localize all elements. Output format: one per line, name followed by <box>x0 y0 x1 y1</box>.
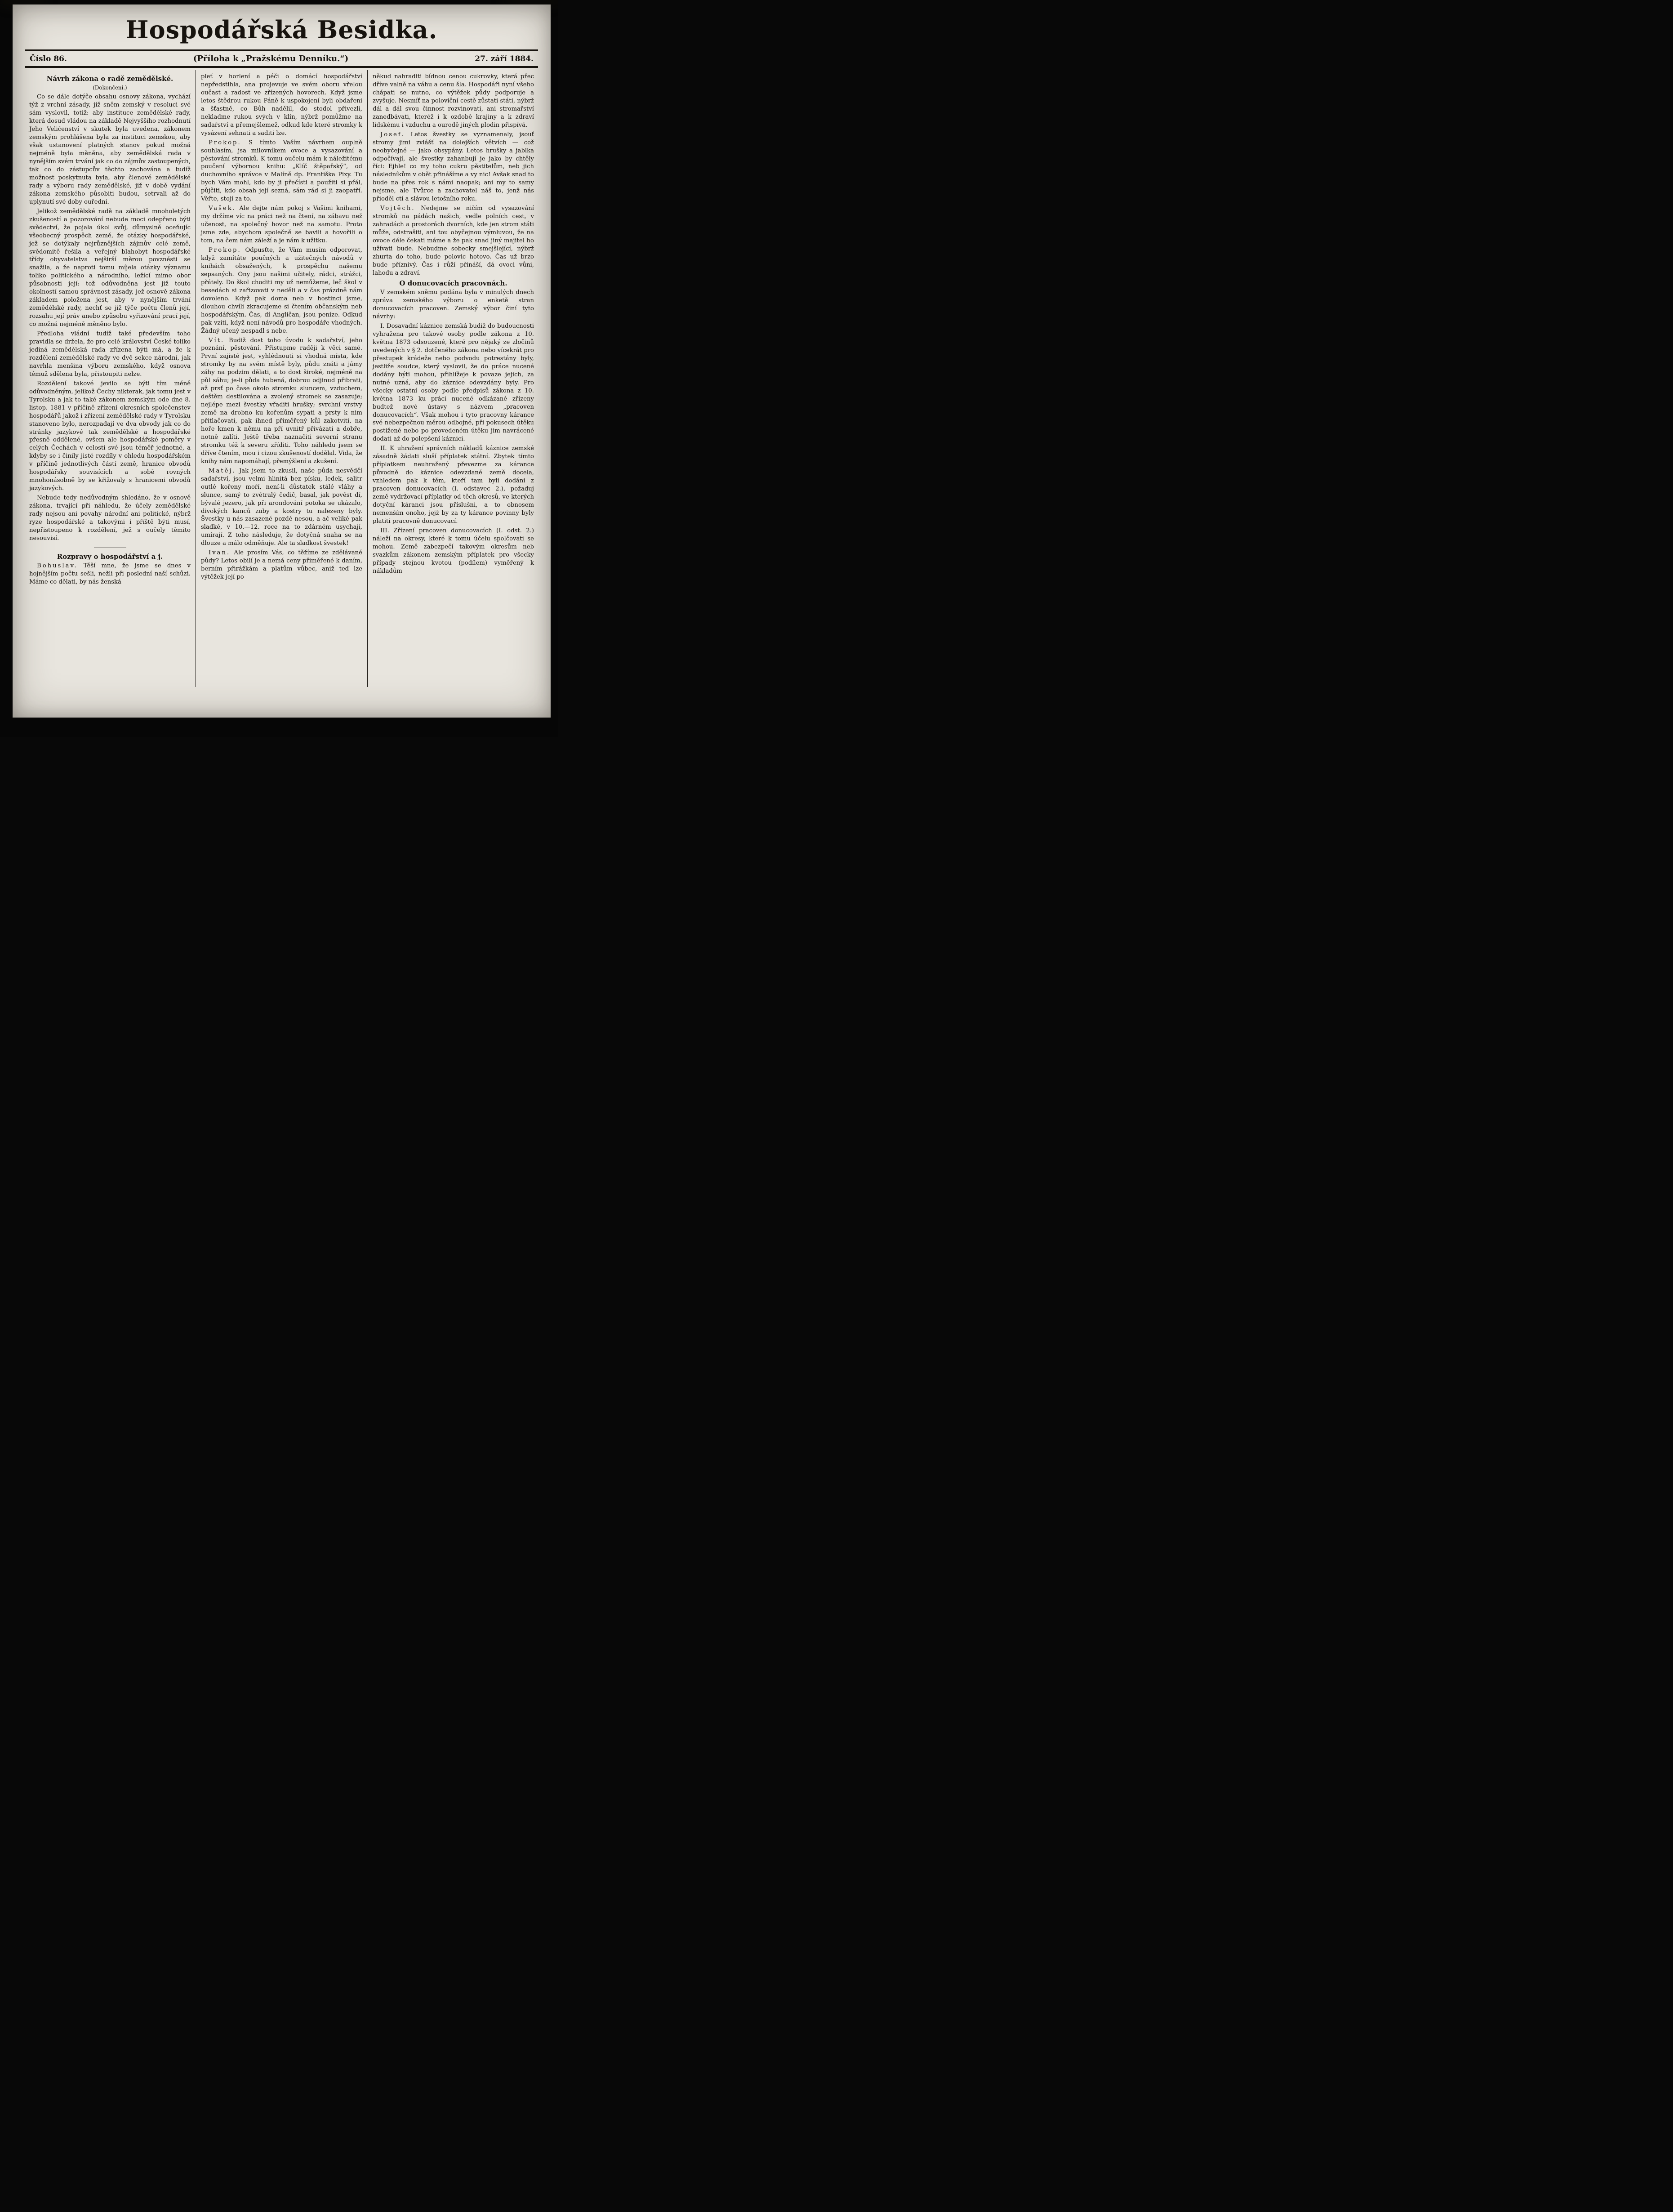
header-rule <box>25 66 538 69</box>
article-heading: O donucovacích pracovnách. <box>399 279 507 287</box>
article-heading: Rozpravy o hospodářství a j. <box>57 552 163 561</box>
paragraph: II. K uhražení správních nákladů káznice zemské zásadně žádati sluší příplatek státní. Zbytek tímto příplatkem neuhražený převezme za kárance původně do káznice odevzdané země docela, vzhledem pak k těm, kteří tam byli dodáni z pracoven donucovacích (I. odstavec 2.), požaduj země vydržovací příplatky od těch okresů, ve kterých dotyční káranci jsou příslušni, a to obnosem nemenším onoho, jejž by za ty kárance povinny byly platiti pracovně donucovací. <box>373 445 534 525</box>
speaker-name: Bohuslav. <box>37 562 78 570</box>
paragraph: pleť v horlení a péči o domácí hospodářství nepředstihla, ana projevuje ve svém oboru vřelou oučast a radost ve zřízených hovorech. Když jsme letos štědrou rukou Páně k uspokojení byli obdařeni a šťastně, co Bůh nadělil, do stodol přivezli, nekladme rukou svých v klín, nýbrž pomůžme na sadařství a přemejšlemež, odkud kde které stromky k vysázení sehnati a saditi lze. <box>201 73 362 137</box>
paragraph: Co se dále dotýče obsahu osnovy zákona, vychází týž z vrchní zásady, jíž sněm zemský v resoluci své sám vyslovil, totiž: aby instituce zemědělské rady, která dosud vládou na základě Nejvyššího rozhodnutí Jeho Veličenství v skutek byla uvedena, zákonem zemským prohlášena byla za instituci zemskou, aby však ustanovení platných stanov pokud možná nejméně byla měněna, aby zemědělská rada v nynějším svém trvání jak co do zájmův zastoupených, tak co do zástupcův těchto zachována a tudíž možnost poskytnuta byla, aby členové zemědělské rady a výboru rady zemědělské, již v době vydání zákona zemského působiti budou, setrvali až do uplynutí své doby ouřední. <box>29 94 191 205</box>
edition-subtitle: (Příloha k „Pražskému Denníku.“) <box>193 54 349 63</box>
dialog-paragraph: Bohuslav. Těší mne, že jsme se dnes v hojnějším počtu sešli, nežli při poslední naší schůzi. Máme co dělati, by nás ženská <box>29 562 191 586</box>
paragraph: III. Zřízení pracoven donucovacích (I. odst. 2.) náleží na okresy, které k tomu účelu spolčovati se mohou. Země zabezpečí takovým okresům neb svazkům zákonem zemským příplatek pro všecky případy stejnou kvotou (podílem) vyměřený k nákladům <box>373 527 534 575</box>
dialog-paragraph: Matěj. Jak jsem to zkusil, naše půda nesvědčí sadařství, jsou velmi hlinitá bez písku, ledek, salitr outlé kořeny moří, není-li důstatek stálé vláhy a slunce, samý to zvětralý čedič, basal, jak pověst dí, bývalé jezero, jak při arondování potoka se ukázalo, divokých kanců zuby a kostry tu nalezeny byly. Švestky u nás zasazené pozdě nesou, a ač veliké pak sladké, v 10.—12. roce na to zdárném usychají, umírají. Z toho následuje, že dotyčná snaha se na dlouze a málo odměňuje. Ale ta sladkost švestek! <box>201 467 362 547</box>
dialog-paragraph: Prokop. S tímto Vaším návrhem ouplně souhlasím, jsa milovníkem ovoce a vysazování a pěstování stromků. K tomu oučelu mám k náležitému poučení výbornou knihu: „Klíč štěpařský“, od duchovního správce v Malíně dp. Františka Pixy. Tu bych Vám mohl, kdo by ji přečísti a použiti si přál, půjčiti, kdo obsah její sezná, sám rád si ji zaopatří. Věřte, stojí za to. <box>201 139 362 203</box>
speaker-name: Vojtěch. <box>380 205 415 212</box>
speaker-name: Matěj. <box>209 467 236 474</box>
column-3 <box>367 70 539 687</box>
article-subheading: (Dokončení.) <box>93 85 127 91</box>
speaker-name: Vašek. <box>209 205 236 212</box>
dialog-paragraph: Vašek. Ale dejte nám pokoj s Vašimi knihami, my držíme víc na práci než na čtení, na zábavu než učenost, na společný hovor než na samotu. Proto jsme zde, abychom společně se bavili a hovořili o tom, na čem nám záleží a je nám k užitku. <box>201 205 362 245</box>
newspaper-scan <box>0 0 558 737</box>
speaker-name: Vít. <box>209 337 225 344</box>
dialog-paragraph: Josef. Letos švestky se vyznamenaly, jsouť stromy jimi zvlášť na dolejších větvích — což neobyčejné — jako obsypány. Letos hrušky a jablka odpočívají, ale švestky zahanbují je jako by chtěly říci: Ejhle! co my toho cukru pěstitelům, neb jich následníkům v obět přinášíme a vy nic! Avšak snad to bude na přes rok s námi naopak; ani my to samy nejsme, ale Tvůrce a zachovatel náš to, jenž nás přioděl ctí a slávou letošního roku. <box>373 131 534 203</box>
speaker-name: Ivan. <box>209 549 231 557</box>
newspaper-page <box>13 4 551 718</box>
paragraph: Předloha vládní tudíž také především toho pravidla se držela, že pro celé království České toliko jediná zemědělská rada zřízena býti má, a že k rozdělení zemědělské rady ve dvě sekce národní, jak navrhla menšina výboru zemského, když osnova témuž sdělena byla, přistoupiti nelze. <box>29 330 191 378</box>
masthead-title: Hospodářská Besidka. <box>125 15 438 44</box>
dialog-paragraph: Ivan. Ale prosím Vás, co těžíme ze zdělávané půdy? Letos obilí je a nemá ceny přiměřené k daním, berním přirážkám a platům vůbec, aniž teď lze výtěžek její po- <box>201 549 362 581</box>
paragraph: Nebude tedy nedůvodným shledáno, že v osnově zákona, trvající při náhledu, že účely zemědělské rady nejsou ani povahy národní ani politické, nýbrž ryze hospodářské a takovými i příště býti musí, nepřistoupeno k rozdělení, jež s oučely těmito nesouvisí. <box>29 495 191 542</box>
paragraph: V zemském sněmu podána byla v minulých dnech zpráva zemského výboru o enketě stran donucovacích pracoven. Zemský výbor činí tyto návrhy: <box>373 289 534 321</box>
column-1 <box>24 70 196 687</box>
paragraph: Jelikož zemědělské radě na základě mnoholetých zkušeností a pozorování nebude moci odepřeno býti svědectví, že pojala úkol svůj, důmyslně oceňujíc všeobecný prospěch země, že otázky hospodářské, jež se dotýkaly nejrůznějších zájmův celé země, svědomitě řešila a veřejný blahobyt hospodářské třídy obyvatelstva nejširší měrou povznésti se snažila, a že naproti tomu míjela otázky významu toliko politického a národního, ležící mimo obor působnosti její: tož odůvodněna jest již touto okolností samou správnost zásady, jež osnově zákona základem položena jest, aby v nynějším trvání zemědělské rady, nechť se již týče počtu členů její, rozsahu její práv anebo způsobu vyřizování prací její, co možná nejméně měněno bylo. <box>29 208 191 328</box>
speaker-name: Prokop. <box>209 247 241 254</box>
issue-number: Číslo 86. <box>30 54 67 63</box>
column-2 <box>196 70 367 687</box>
speaker-name: Josef. <box>380 131 405 138</box>
speaker-name: Prokop. <box>209 139 241 146</box>
paragraph: Rozdělení takové jevilo se býti tím méně odůvodněným, jelikož Čechy nikterak, jak tomu jest v Tyrolsku a jak to také zákonem zemským ode dne 8. listop. 1881 v příčině zřízení okresních společenstev hospodářů jakož i zřízení zemědělské rady v Tyrolsku stanoveno bylo, nerozpadají ve dva obvody jak co do stránky jazykové tak zemědělské a hospodářské přesně oddělené, ovšem ale hospodářské poměry v celých Čechách v celosti své jsou téměř jednotné, a kdyby se i činily jisté rozdíly v ohledu hospodářském v příčině jednotlivých částí země, hranice obvodů hospodářsky souvisících a sobě rovných mnohonásobně by se křižovaly s hranicemi obvodů jazykových. <box>29 380 191 492</box>
dialog-paragraph: Prokop. Odpusťte, že Vám musím odporovat, když zamítáte poučných a užitečných návodů v knihách obsažených, k prospěchu našemu sepsaných. Ony jsou našimi učitely, rádci, strážci, přátely. Do škol choditi my už nemůžeme, leč škol v besedách si zařizovati v neděli a v čas prázdně nám dovoleno. Když pak doma neb v hostinci jsme, dlouhou chvíli zkracujeme si čtením občanským neb hospodářským. Čas, dí Angličan, jsou peníze. Odkud pak vzíti, když není návodů pro hospodáře vhodných. Žádný učený nespadl s nebe. <box>201 247 362 334</box>
issue-date: 27. září 1884. <box>475 54 534 63</box>
article-heading: Návrh zákona o radě zemědělské. <box>46 75 174 83</box>
dialog-paragraph: Vojtěch. Nedejme se ničím od vysazování stromků na pádách našich, vedle polních cest, v zahradách a prostorách dvorních, kde jen strom státi může, odstrašiti, ani tou obyčejnou výmluvou, že na ovoce déle čekati máme a že pak snad jiný majitel ho užívati bude. Nebuďme sobecky smejšlející, nýbrž zhurta do toho, bude polovic hotovo. Čas už brzo bude příznivý. Čas i růží přináší, dá ovoci vůni, lahodu a zdraví. <box>373 205 534 276</box>
issue-header <box>24 51 539 66</box>
paragraph: někud nahraditi bídnou cenou cukrovky, která přec dříve valně na váhu a cenu šla. Hospodáři nyní všeho chápati se nutno, co výtěžek půdy podporuje a zvyšuje. Nesmíť na poloviční cestě zůstati státi, nýbrž dál a dál svou činnost rozvinovati, ani stromařství zanedbávati, kteréž i k ozdobě krajiny a k zdraví lidskému i vzduchu a ourodě jiných plodin přispívá. <box>373 73 534 129</box>
dialog-paragraph: Vít. Budiž dost toho úvodu k sadařství, jeho poznání, pěstování. Přistupme raději k věci samé. První zajisté jest, vyhlédnouti si vhodná místa, kde stromky by na svém místě byly, půdu znáti a jámy záhy na podzim dělati, a to dost široké, nejméně na půl sáhu; je-li půda hubená, dobrou odjinud přibrati, až prsť po čase okolo stromku sluncem, vzduchem, deštěm destilována a zvolený stromek se zasazuje; nejlépe mezi švestky vřaditi hrušky; svrchní vrstvy země na drobno ku kořenům sypati a prsty k nim přitlačovati, pak ihned přiměřený kůl zakotviti, na hoře kmen k němu na pří uvnitř přivázati a dobře, notně zalíti. Ještě třeba naznačiti severní stranu stromku též k severu zříditi. Toho náhledu jsem se dříve čtením, mou i cizou zkušeností dodělal. Vida, že knihy nám napomáhají, přemýšlení a zkušení. <box>201 337 362 465</box>
columns-container <box>24 70 539 687</box>
paragraph: I. Dosavadní káznice zemská budiž do budoucnosti vyhražena pro takové osoby podle zákona z 10. května 1873 odsouzené, které pro nějaký ze zločinů uvedených v § 2. dotčeného zákona nebo vícekrát pro přestupek krádeže nebo podvodu potrestány byly, jestliže soudce, který vyslovil, že do práce nucené dodány býti mohou, přihlížeje k povaze jejich, za nutné uzná, aby do káznice odevzdány byly. Pro všecky ostatní osoby podle předpisů zákona z 10. května 1873 ku práci nucené odkázané zřízeny budtež nové ústavy s názvem „pracoven donucovacích“. Však mohou i tyto pracovny kárance své nebezpečnou měrou odbojné, při pokusech útěku postižené nebo po provedeném útěku jim navrácené dodati až do polepšení káznici. <box>373 323 534 443</box>
